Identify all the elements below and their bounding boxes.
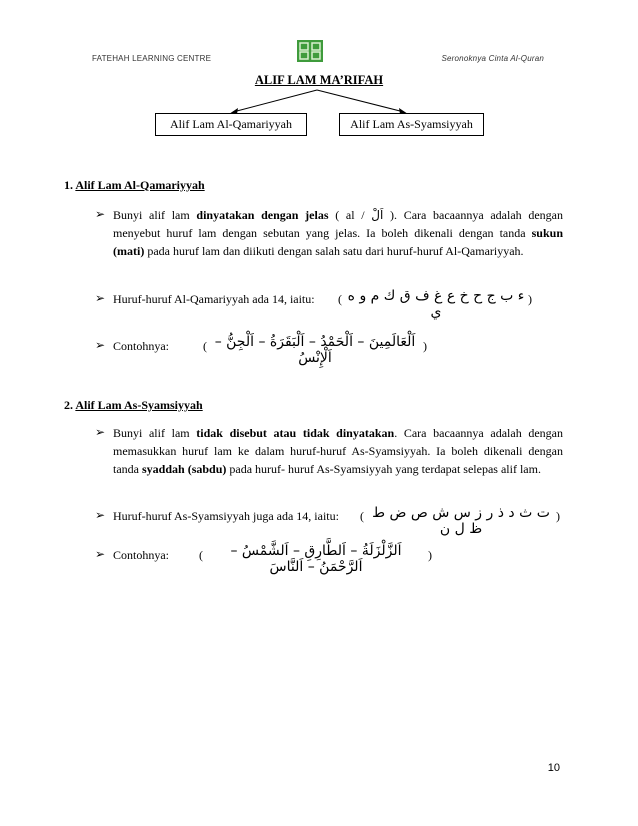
section1-bullet2-open-paren: ( xyxy=(338,292,342,306)
section2-bullet2-text: Huruf-huruf As-Syamsiyyah juga ada 14, iaitu: xyxy=(113,509,339,523)
section1-example-close-paren: ) xyxy=(423,339,427,353)
section1-bullet1: Bunyi alif lam dinyatakan dengan jelas ( al / اَلْ ). Cara bacaannya adalah dengan menyebut huruf lam dengan sebutan yang jelas. Ia boleh dikenali dengan tanda sukun (mati) pada huruf lam dan diikuti dengan salah satu dari huruf-huruf Al-Qamariyyah. xyxy=(113,208,564,258)
section1-bullet2-close-paren: ) xyxy=(528,292,532,306)
header-left-text: FATEHAH LEARNING CENTRE xyxy=(92,54,212,63)
section2-example-label: Contohnya: xyxy=(113,548,169,562)
section1-example-open-paren: ( xyxy=(203,339,207,353)
section2-bullet1: Bunyi alif lam tidak disebut atau tidak dinyatakan. Cara bacaannya adalah dengan memasukkan huruf lam ke dalam huruf-huruf As-Syamsiyyah. Ia boleh dikenali dengan tanda syaddah (sabdu) pada huruf- huruf As-Syamsiyyah yang terdapat selepas alif lam. xyxy=(113,426,564,476)
bullet-arrow-icon: ➢ xyxy=(95,425,106,439)
section2-bullet2-close-paren: ) xyxy=(556,509,560,523)
syamsiyyah-letters: ت ث د ذ ر ز س ش ص ض ط ظ ل ن xyxy=(372,505,550,537)
section1-heading: 1. Alif Lam Al-Qamariyyah xyxy=(64,178,205,192)
box-qamariyyah: Alif Lam Al-Qamariyyah xyxy=(155,113,307,136)
bullet-arrow-icon: ➢ xyxy=(95,207,106,221)
section2-example-open-paren: ( xyxy=(199,548,203,562)
page-number: 10 xyxy=(547,762,560,774)
section2-bullet2-open-paren: ( xyxy=(360,509,364,523)
box-syamsiyyah: Alif Lam As-Syamsiyyah xyxy=(339,113,484,136)
bullet-arrow-icon: ➢ xyxy=(95,291,106,305)
section2-heading: 2. Alif Lam As-Syamsiyyah xyxy=(64,398,203,412)
section1-bullet2-text: Huruf-huruf Al-Qamariyyah ada 14, iaitu: xyxy=(113,292,315,306)
section1-example-label: Contohnya: xyxy=(113,339,169,353)
bullet-arrow-icon: ➢ xyxy=(95,338,106,352)
qamariyyah-examples: اَلْعَالَمِينَ – اَلْحَمْدُ – اَلْبَقَرَةُ – اَلْجِنُّ – اَلْإِنْسُ xyxy=(214,334,416,366)
qamariyyah-letters: ء ب ج ح خ ع غ ف ق ك م و ه ي xyxy=(347,288,525,320)
syamsiyyah-examples: اَلزَّلْزَلَةُ – اَلطَّارِقِ – اَلشَّمْسُ – اَلرَّحْمَنُ – اَلنَّاسَ xyxy=(230,543,402,575)
page-title: ALIF LAM MA’RIFAH xyxy=(254,73,384,87)
header-right-text: Seronoknya Cinta Al-Quran xyxy=(441,54,544,63)
bullet-arrow-icon: ➢ xyxy=(95,547,106,561)
section2-example-close-paren: ) xyxy=(428,548,432,562)
diagram-arrows xyxy=(0,0,638,130)
bullet-arrow-icon: ➢ xyxy=(95,508,106,522)
